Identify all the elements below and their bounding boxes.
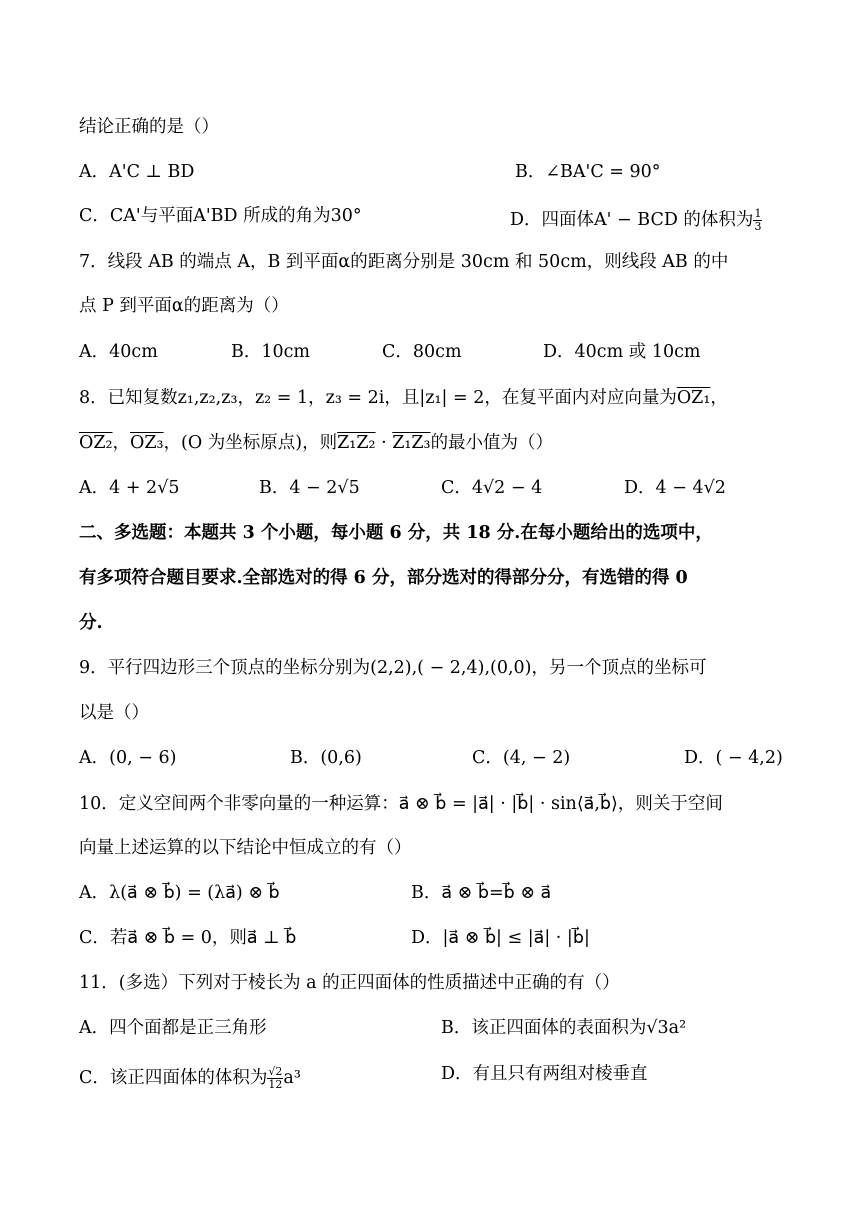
q6-option-d-text: D．四面体A' − BCD 的体积为 — [510, 210, 754, 231]
q10-option-c: C．若a⃗ ⊗ b⃗ = 0，则a⃗ ⊥ b⃗ — [79, 928, 297, 948]
q8-stem-text: 8．已知复数z₁,z₂,z₃，z₂ = 1，z₃ = 2i，且|z₁| = 2，在复平面内对应向量为 — [79, 388, 677, 408]
section2-heading-line3: 分. — [79, 613, 103, 633]
q11-option-a: A．四个面都是正三角形 — [79, 1018, 267, 1038]
q7-stem-line2: 点 P 到平面α的距离为（） — [79, 296, 289, 316]
fraction-numerator: 1 — [754, 207, 762, 220]
q10-option-d: D．|a⃗ ⊗ b⃗| ≤ |a⃗| · |b⃗| — [411, 928, 590, 948]
vector-z1z2: Z₁Z₂ — [337, 433, 376, 453]
section2-heading-line2: 有多项符合题目要求.全部选对的得 6 分，部分选对的得部分分，有选错的得 0 — [79, 568, 688, 588]
vector-oz1: OZ₁ — [676, 388, 711, 408]
fraction-denominator: 12 — [268, 1078, 283, 1092]
q8-stem-middle: ，(O 为坐标原点)，则 — [163, 433, 338, 453]
fraction-denominator: 3 — [754, 220, 762, 234]
q8-option-a: A．4 + 2√5 — [79, 478, 180, 498]
q10-stem-line1: 10．定义空间两个非零向量的一种运算：a⃗ ⊗ b⃗ = |a⃗| · |b⃗| · sin⟨a⃗,b⃗⟩，则关于空间 — [79, 794, 723, 814]
q11-option-c-text: C．该正四面体的体积为 — [79, 1068, 268, 1089]
q11-option-b: B．该正四面体的表面积为√3a² — [441, 1018, 687, 1038]
q8-option-d: D．4 − 4√2 — [624, 478, 726, 498]
q8-option-b: B．4 − 2√5 — [259, 478, 360, 498]
q7-option-c: C．80cm — [382, 342, 462, 362]
fraction-numerator: √2 — [268, 1065, 283, 1078]
q9-option-c: C．(4, − 2) — [472, 748, 571, 768]
q9-stem-line2: 以是（） — [79, 703, 149, 723]
q11-option-c-suffix: a³ — [283, 1068, 301, 1089]
q6-stem-tail: 结论正确的是（） — [79, 117, 219, 137]
q9-option-b: B．(0,6) — [290, 748, 362, 768]
vector-oz2: OZ₂ — [79, 433, 113, 453]
q11-stem: 11．(多选）下列对于棱长为 a 的正四面体的性质描述中正确的有（） — [79, 973, 620, 993]
q10-option-b: B．a⃗ ⊗ b⃗=b⃗ ⊗ a⃗ — [411, 883, 552, 903]
vector-oz3: OZ₃ — [130, 433, 164, 453]
dot-operator: · — [375, 433, 393, 453]
q11-option-d: D．有且只有两组对棱垂直 — [441, 1064, 648, 1084]
q11-option-c-fraction — [267, 1066, 283, 1091]
vector-z1z3: Z₁Z₃ — [392, 433, 431, 453]
section2-heading-line1: 二、多选题：本题共 3 个小题，每小题 6 分，共 18 分.在每小题给出的选项中， — [79, 523, 713, 543]
q7-option-a: A．40cm — [79, 342, 158, 362]
q8-stem-comma: ， — [710, 388, 728, 408]
q8-stem-line1 — [79, 390, 728, 408]
q6-option-d-fraction — [753, 208, 762, 233]
q9-option-a: A．(0, − 6) — [79, 748, 177, 768]
q6-option-b: B．∠BA'C = 90° — [515, 162, 661, 182]
q6-option-c: C．CA'与平面A'BD 所成的角为30° — [79, 206, 362, 226]
q10-stem-line2: 向量上述运算的以下结论中恒成立的有（） — [79, 838, 412, 858]
q8-stem-end: 的最小值为（） — [430, 433, 554, 453]
q10-option-a: A．λ(a⃗ ⊗ b⃗) = (λa⃗) ⊗ b⃗ — [79, 883, 280, 903]
q7-stem-line1: 7．线段 AB 的端点 A，B 到平面α的距离分别是 30cm 和 50cm，则线段 AB 的中 — [79, 252, 729, 272]
q9-stem-line1: 9．平行四边形三个顶点的坐标分别为(2,2),( − 2,4),(0,0)，另一个顶点的坐标可 — [79, 658, 707, 678]
q11-option-c — [79, 1066, 301, 1091]
q6-option-a: A．A'C ⊥ BD — [79, 162, 195, 182]
q9-option-d: D．( − 4,2) — [684, 748, 783, 768]
q8-separator: ， — [112, 433, 131, 453]
q6-option-d — [510, 208, 762, 233]
q8-option-c: C．4√2 − 4 — [441, 478, 543, 498]
q8-stem-line2 — [79, 435, 553, 453]
q7-option-d: D．40cm 或 10cm — [543, 342, 701, 362]
q7-option-b: B．10cm — [231, 342, 311, 362]
